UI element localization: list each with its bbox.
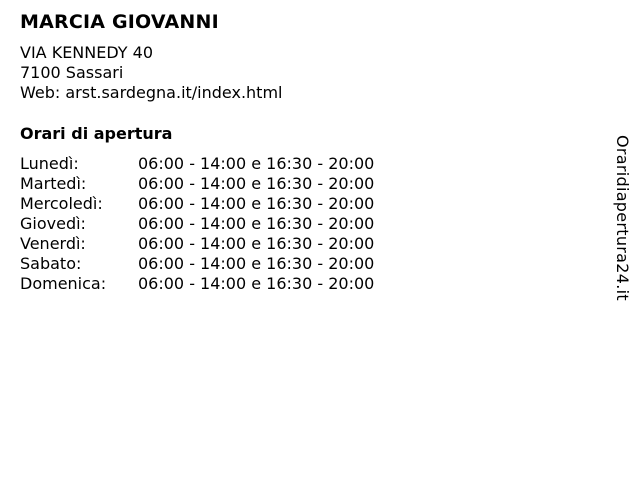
opening-hours-heading: Orari di apertura (20, 124, 173, 143)
day-label: Mercoledì: (20, 194, 103, 213)
hours-value: 06:00 - 14:00 e 16:30 - 20:00 (138, 254, 375, 273)
business-name: MARCIA GIOVANNI (20, 11, 219, 33)
street-address: VIA KENNEDY 40 (20, 43, 154, 62)
hours-value: 06:00 - 14:00 e 16:30 - 20:00 (138, 194, 375, 213)
hours-row-thursday (20, 214, 374, 234)
hours-value: 06:00 - 14:00 e 16:30 - 20:00 (138, 154, 375, 173)
opening-hours-table (20, 154, 374, 294)
hours-row-saturday (20, 254, 374, 274)
hours-row-sunday (20, 274, 374, 294)
hours-row-monday (20, 154, 374, 174)
day-label: Domenica: (20, 274, 107, 293)
hours-value: 06:00 - 14:00 e 16:30 - 20:00 (138, 274, 375, 293)
hours-row-tuesday (20, 174, 374, 194)
hours-row-wednesday (20, 194, 374, 214)
hours-value: 06:00 - 14:00 e 16:30 - 20:00 (138, 174, 375, 193)
site-brand-vertical: Oraridiapertura24.it (613, 135, 632, 301)
day-label: Venerdì: (20, 234, 86, 253)
hours-row-friday (20, 234, 374, 254)
day-label: Sabato: (20, 254, 82, 273)
day-label: Giovedì: (20, 214, 86, 233)
hours-value: 06:00 - 14:00 e 16:30 - 20:00 (138, 214, 375, 233)
city-line: 7100 Sassari (20, 63, 124, 82)
hours-value: 06:00 - 14:00 e 16:30 - 20:00 (138, 234, 375, 253)
day-label: Lunedì: (20, 154, 79, 173)
address-block (20, 43, 282, 103)
day-label: Martedì: (20, 174, 87, 193)
website-link[interactable]: Web: arst.sardegna.it/index.html (20, 83, 283, 102)
